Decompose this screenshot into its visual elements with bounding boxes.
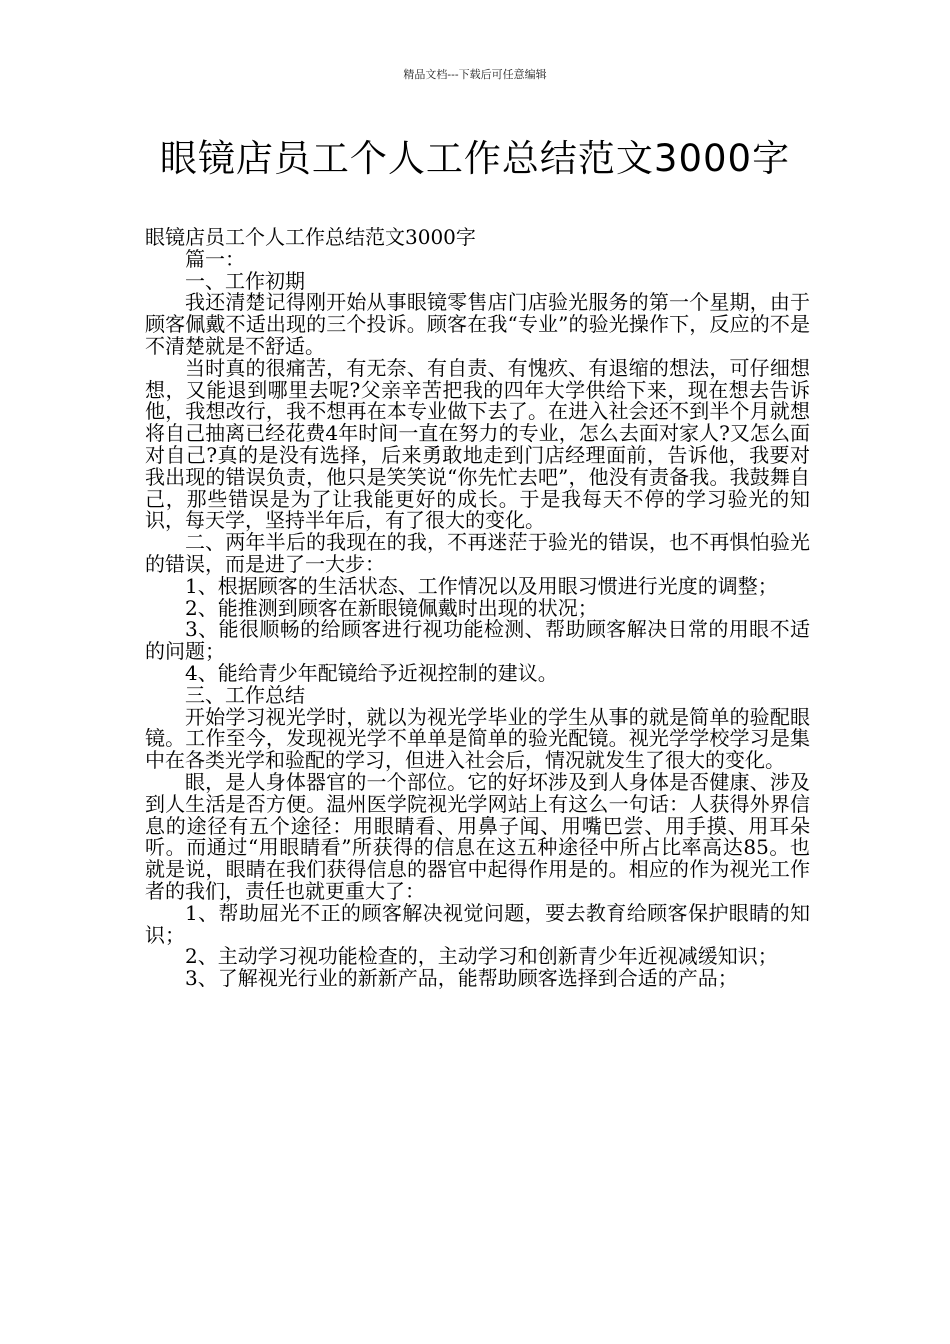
list-item: 3、能很顺畅的给顾客进行视功能检测、帮助顾客解决日常的用眼不适的问题； [145,617,810,664]
paragraph: 我还清楚记得刚开始从事眼镜零售店门店验光服务的第一个星期，由于顾客佩戴不适出现的三个投诉。顾客在我“专业”的验光操作下，反应的不是不清楚就是不舒适。 [145,290,810,358]
paragraph: 眼，是人身体器官的一个部位。它的好坏涉及到人身体是否健康、涉及到人生活是否方便。温州医学院视光学网站上有这么一句话：人获得外界信息的途径有五个途径：用眼睛看、用鼻子闻、用嘴巴尝、用手摸、用耳朵听。而通过“用眼睛看”所获得的信息在这五种途径中所占比率高达85。也就是说，眼睛在我们获得信息的器官中起得作用是的。相应的作为视光工作者的我们，责任也就更重大了： [145,769,810,903]
subtitle-paragraph: 眼镜店员工个人工作总结范文3000字 [145,225,476,249]
header-note: 精品文档---下载后可任意编辑 [403,68,547,81]
section-heading: 二、两年半后的我现在的我，不再迷茫于验光的错误，也不再惧怕验光的错误，而是进了一大步： [145,530,810,576]
document-body [145,227,810,990]
list-item: 1、帮助屈光不正的顾客解决视觉问题，要去教育给顾客保护眼睛的知识； [145,900,810,947]
section-label: 篇一： [185,246,245,271]
paragraph: 当时真的很痛苦，有无奈、有自责、有愧疚、有退缩的想法，可仔细想想，又能退到哪里去呢?父亲辛苦把我的四年大学供给下来，现在想去告诉他，我想改行，我不想再在本专业做下去了。在进入社会还不到半个月就想将自己抽离已经花费4年时间一直在努力的专业，怎么去面对家人?又怎么面对自己?真的是没有选择，后来勇敢地走到门店经理面前，告诉他，我要对我出现的错误负责，他只是笑笑说“你先忙去吧”，他没有责备我。我鼓舞自己，那些错误是为了让我能更好的成长。于是我每天不停的学习验光的知识，每天学，坚持半年后，有了很大的变化。 [145,355,810,533]
list-item: 2、能推测到顾客在新眼镜佩戴时出现的状况； [185,595,598,620]
section-heading: 一、工作初期 [185,268,305,293]
list-item: 4、能给青少年配镜给予近视控制的建议。 [185,660,558,685]
list-item: 2、主动学习视功能检查的，主动学习和创新青少年近视减缓知识； [185,944,778,969]
paragraph: 开始学习视光学时，就以为视光学毕业的学生从事的就是简单的验配眼镜。工作至今，发现视光学不单单是简单的验光配镜。视光学学校学习是集中在各类光学和验配的学习，但进入社会后，情况就发生了很大的变化。 [145,704,810,773]
document-title: 眼镜店员工个人工作总结范文3000字 [159,137,791,180]
section-heading: 三、工作总结 [185,682,305,707]
list-item: 1、根据顾客的生活状态、工作情况以及用眼习惯进行光度的调整； [185,573,778,598]
list-item: 3、了解视光行业的新新产品，能帮助顾客选择到合适的产品； [185,966,738,991]
